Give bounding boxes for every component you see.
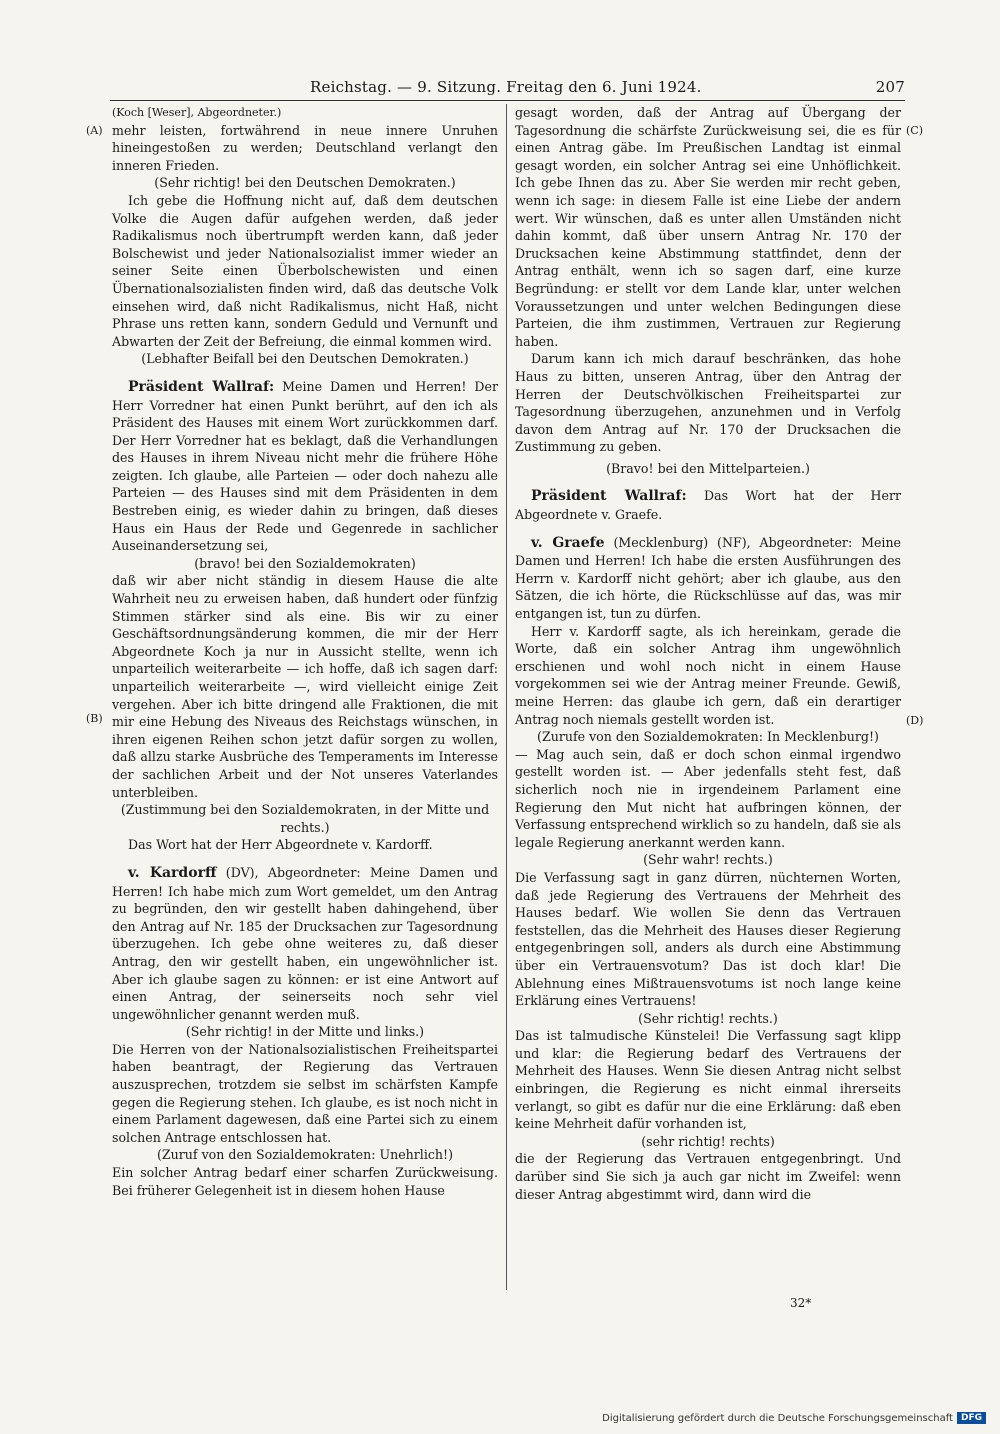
header-rule [110,100,905,101]
paragraph: Herr v. Kardorff sagte, als ich hereinkam, gerade die Worte, daß ein solcher Antrag ihm ungewöhnlich erschienen und wohl noch nicht in einem Hause vorgekommen sei wie der Antrag meiner Freunde. Gewiß, meine Herren: das glaube ich gern, daß ein derartiger Antrag noch niemals gestellt worden ist. [515,623,901,727]
paragraph: Ich gebe die Hoffnung nicht auf, daß dem deutschen Volke die Augen dafür aufgehen werden, daß jeder Radikalismus noch übertrumpft werden kann, daß jeder Bolschewist und jeder Nationalsozialist immer wieder an seiner Seite einen Überbolschewisten und einen Übernationalsozialisten finden wird, daß das deutsche Volk einsehen wird, daß nicht Radikalismus, nicht Haß, nicht Phrase uns retten kann, sondern Geduld und Vernunft und Abwarten der Zeit der Befreiung, die einmal kommen wird. [112,192,498,349]
paragraph: Darum kann ich mich darauf beschränken, das hohe Haus zu bitten, unseren Antrag, über den Antrag der Herren der Deutschvölkischen Freiheitspartei zur Tagesordnung überzugehen, anzunehmen und in Verfolg davon dem Antrag auf Nr. 170 der Drucksachen die Zustimmung zu geben. [515,351,901,455]
paragraph: Das Wort hat der Herr Abgeordnete v. Kardorff. [128,837,433,853]
interjection: (Zurufe von den Sozialdemokraten: In Mecklenburg!) [537,729,879,745]
interjection: (Sehr richtig! bei den Deutschen Demokraten.) [154,175,456,191]
speaker-name: Präsident Wallraf: [531,488,687,505]
paragraph: mehr leisten, fortwährend in neue innere Unruhen hineingestoßen zu werden; Deutschland verlangt den inneren Frieden. [112,122,498,173]
speaker-continuation: (Koch [Weser], Abgeordneter.) [112,106,282,119]
column-separator [506,104,507,1290]
interjection: (Sehr wahr! rechts.) [643,852,773,868]
paragraph [515,534,901,623]
paragraph: die der Regierung das Vertrauen entgegenbringt. Und darüber sind Sie sich ja auch gar nicht im Zweifel: wenn dieser Antrag abgestimmt wird, dann wird die [515,1151,901,1202]
margin-mark-b: (B) [86,712,103,725]
margin-mark-c: (C) [906,124,923,137]
interjection: (Lebhafter Beifall bei den Deutschen Demokraten.) [141,351,469,367]
right-column [515,104,901,1203]
interjection: (Sehr richtig! rechts.) [638,1010,778,1026]
speech-text: (Mecklenburg) (NF), Abgeordneter: Meine Damen und Herren! Ich habe die ersten Ausführungen des Herrn v. Kardorff nicht gehört; aber ich glaube, aus den Sätzen, die ich hörte, die Rückschlüsse auf das, was mir entgangen ist, tun zu dürfen. [515,534,902,622]
spacer [112,854,498,864]
margin-mark-d: (D) [906,714,924,727]
speech-text: Meine Damen und Herren! Der Herr Vorredner hat einen Punkt berührt, auf den ich als Präsident des Hauses mit einem Wort zurückkommen darf. Der Herr Vorredner hat es beklagt, daß die Verhandlungen des Hauses in ihrem Niveau nicht mehr die frühere Höhe zeigten. Ich glaube, alle Parteien — oder doch nahezu alle Parteien — des Hauses sind mit dem Präsidenten in dem Bestreben einig, es wieder dahin zu bringen, daß dieses Haus ein Haus der Rede und Gegenrede in sachlicher Auseinandersetzung sei, [112,378,498,554]
page-header [110,76,905,100]
paragraph: daß wir aber nicht ständig in diesem Hause die alte Wahrheit neu zu erweisen haben, daß hundert oder fünfzig Stimmen stärker sind als eine. Bis wir zu einer Geschäftsordnungsänderung kommen, die mir der Herr Abgeordnete Koch ja nur in Aussicht stellte, wenn ich unparteilich weiterarbeite — ich hoffe, daß ich sagen darf: unparteilich weiterarbeite —, wird vielleicht einige Zeit vergehen. Aber ich bitte dringend alle Fraktionen, die mit mir eine Hebung des Niveaus des Reichstags wünschen, in ihren eigenen Reihen schon jetzt dafür sorgen zu wollen, daß allzu starke Ausbrüche des Temperaments im Interesse der sachlichen Arbeit und der Not unseres Vaterlandes unterbleiben. [112,573,498,800]
digitization-credit [602,1412,986,1424]
credit-text: Digitalisierung gefördert durch die Deutsche Forschungsgemeinschaft [602,1412,953,1424]
page-number: 207 [875,78,905,96]
header-title: Reichstag. — 9. Sitzung. Freitag den 6. Juni 1924. [310,78,702,96]
speaker-name: Präsident Wallraf: [128,378,275,395]
paragraph [515,487,901,523]
speaker-name: v. Graefe [531,534,605,551]
paragraph: Ein solcher Antrag bedarf einer scharfen Zurückweisung. Bei früherer Gelegenheit ist in diesem hohen Hause [112,1165,498,1198]
interjection: (bravo! bei den Sozialdemokraten) [194,555,416,571]
left-column [112,104,498,1199]
speech-text: Das Wort hat der Herr Abgeordnete v. Graefe. [515,488,902,523]
paragraph: Die Verfassung sagt in ganz dürren, nüchternen Worten, daß jede Regierung des Vertrauens der Mehrheit des Hauses bedarf. Wie wollen Sie denn das Vertrauen feststellen, das die Mehrheit des Hauses dieser Regierung entgegenbringen soll, anders als durch eine Abstimmung über ein Vertrauensvotum? Das ist doch klar! Die Ablehnung eines Mißtrauensvotums ist noch lange keine Erklärung eines Vertrauens! [515,869,901,1009]
spacer [515,524,901,534]
spacer [515,477,901,487]
paragraph: Die Herren von der Nationalsozialistischen Freiheitspartei haben beantragt, der Regierung das Vertrauen auszusprechen, trotzdem sie selbst im schärfsten Kampfe gegen die Regierung stehen. Ich glaube, es ist noch nicht in einem Parlament dagewesen, daß eine Partei sich zu einem solchen Antrage entschlossen hat. [112,1041,498,1145]
paragraph: Das ist talmudische Künstelei! Die Verfassung sagt klipp und klar: die Regierung bedarf des Vertrauens der Mehrheit des Hauses. Wenn Sie diesen Antrag nicht selbst einbringen, die Regierung es nicht einmal ihrerseits verlangt, so gibt es dafür nur die eine Erklärung: daß eben keine Mehrheit dafür vorhanden ist, [515,1028,901,1132]
paragraph: gesagt worden, daß der Antrag auf Übergang der Tagesordnung die schärfste Zurückweisung sei, die es für einen Antrag gäbe. Im Preußischen Landtag ist einmal gesagt worden, ein solcher Antrag sei eine Unhöflichkeit. Ich gebe Ihnen das zu. Aber Sie werden mir recht geben, wenn ich sage: in diesem Falle ist eine Liebe der andern wert. Wir wünschen, daß es unter allen Umständen nicht dahin kommt, daß über unsern Antrag Nr. 170 der Drucksachen keine Abstimmung stattfindet, denn der Antrag enthält, wenn ich so sagen darf, eine kurze Begründung: er stellt vor dem Lande klar, unter welchen Voraussetzungen und unter welchen Bedingungen diese Parteien, die ihm zustimmen, Vertrauen zur Regierung haben. [515,105,901,349]
sheet-mark: 32* [790,1296,812,1310]
margin-mark-a: (A) [86,124,103,137]
spacer [112,368,498,378]
interjection: (Sehr richtig! in der Mitte und links.) [185,1024,425,1040]
speech-text: (DV), Abgeordneter: Meine Damen und Herren! Ich habe mich zum Wort gemeldet, um den Antrag zu begründen, den wir gestellt haben dahingehend, über den Antrag auf Nr. 185 der Drucksachen zur Tagesordnung überzugehen. Ich gebe ohne weiteres zu, daß dieser Antrag, den wir gestellt haben, ein ungewöhnlicher ist. Aber ich glaube sagen zu können: er ist eine Antwort auf einen Antrag, der seinerseits noch sehr viel ungewöhnlicher genannt werden muß. [112,864,498,1022]
interjection: (Zustimmung bei den Sozialdemokraten, in der Mitte und rechts.) [120,802,490,835]
interjection: (Bravo! bei den Mittelparteien.) [606,460,810,476]
speaker-name: v. Kardorff [128,864,217,881]
paragraph: — Mag auch sein, daß er doch schon einmal irgendwo gestellt worden ist. — Aber jedenfalls steht fest, daß sicherlich noch nie in irgendeinem Parlament eine Regierung den Mut nicht hat aufbringen können, der Verfassung entsprechend wirklich so zu handeln, daß sie als legale Regierung anerkannt werden kann. [515,746,902,850]
interjection: (sehr richtig! rechts) [641,1133,775,1149]
paragraph [112,864,498,1023]
interjection: (Zuruf von den Sozialdemokraten: Unehrlich!) [157,1147,453,1163]
paragraph [112,378,498,555]
dfg-logo: DFG [957,1412,986,1424]
